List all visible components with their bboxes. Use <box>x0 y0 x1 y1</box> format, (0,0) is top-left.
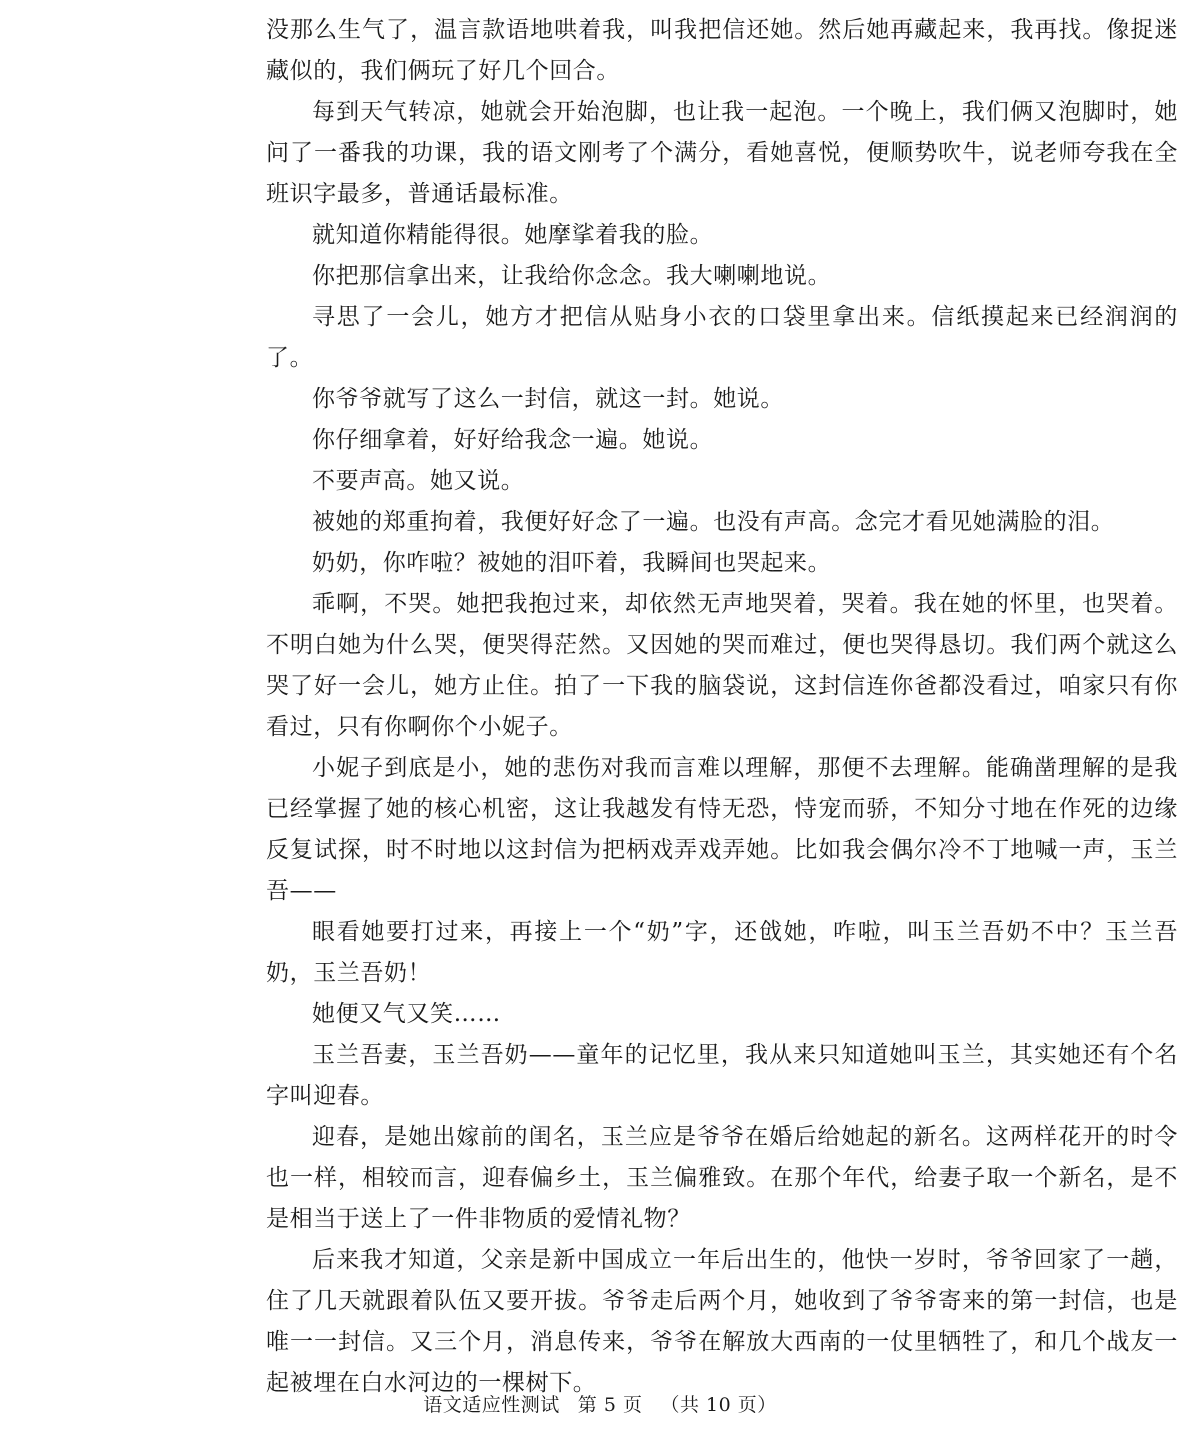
paragraph-8: 不要声高。她又说。 <box>312 468 525 494</box>
page-total: （共 10 页） <box>660 1394 777 1416</box>
exam-title: 语文适应性测试 <box>423 1394 560 1416</box>
paragraph-2: 每到天气转凉，她就会开始泡脚，也让我一起泡。一个晚上，我们俩又泡脚时，她问了一番我的功课，我的语文刚考了个满分，看她喜悦，便顺势吹牛，说老师夸我在全班识字最多，普通话最标准。 <box>266 99 1178 207</box>
paragraph-3: 就知道你精能得很。她摩挲着我的脸。 <box>312 222 714 248</box>
paragraph-13: 眼看她要打过来，再接上一个“奶”字，还戗她，咋啦，叫玉兰吾奶不中？玉兰吾奶，玉兰吾奶！ <box>266 919 1178 986</box>
paragraph-4: 你把那信拿出来，让我给你念念。我大喇喇地说。 <box>312 263 832 289</box>
paragraph-10: 奶奶，你咋啦？被她的泪吓着，我瞬间也哭起来。 <box>312 550 832 576</box>
article-body <box>266 10 1178 1404</box>
paragraph-1: 没那么生气了，温言款语地哄着我，叫我把信还她。然后她再藏起来，我再找。像捉迷藏似的，我们俩玩了好几个回合。 <box>266 17 1178 84</box>
page-footer <box>0 1392 1200 1418</box>
paragraph-12: 小妮子到底是小，她的悲伤对我而言难以理解，那便不去理解。能确凿理解的是我已经掌握了她的核心机密，这让我越发有恃无恐，恃宠而骄，不知分寸地在作死的边缘反复试探，时不时地以这封信为把柄戏弄戏弄她。比如我会偶尔冷不丁地喊一声，玉兰吾—— <box>266 755 1178 904</box>
paragraph-17: 后来我才知道，父亲是新中国成立一年后出生的，他快一岁时，爷爷回家了一趟，住了几天就跟着队伍又要开拔。爷爷走后两个月，她收到了爷爷寄来的第一封信，也是唯一一封信。又三个月，消息传来，爷爷在解放大西南的一仗里牺牲了，和几个战友一起被埋在白水河边的一棵树下。 <box>266 1247 1178 1396</box>
paragraph-15: 玉兰吾妻，玉兰吾奶——童年的记忆里，我从来只知道她叫玉兰，其实她还有个名字叫迎春。 <box>266 1042 1178 1109</box>
paragraph-6: 你爷爷就写了这么一封信，就这一封。她说。 <box>312 386 784 412</box>
paragraph-9: 被她的郑重拘着，我便好好念了一遍。也没有声高。念完才看见她满脸的泪。 <box>312 509 1115 535</box>
page-number: 第 5 页 <box>577 1394 643 1416</box>
paragraph-14: 她便又气又笑…… <box>312 1001 501 1027</box>
paragraph-5: 寻思了一会儿，她方才把信从贴身小衣的口袋里拿出来。信纸摸起来已经润润的了。 <box>266 304 1178 371</box>
paragraph-7: 你仔细拿着，好好给我念一遍。她说。 <box>312 427 714 453</box>
paragraph-16: 迎春，是她出嫁前的闺名，玉兰应是爷爷在婚后给她起的新名。这两样花开的时令也一样，相较而言，迎春偏乡土，玉兰偏雅致。在那个年代，给妻子取一个新名，是不是相当于送上了一件非物质的爱情礼物？ <box>266 1124 1178 1232</box>
paragraph-11: 乖啊，不哭。她把我抱过来，却依然无声地哭着，哭着。我在她的怀里，也哭着。不明白她为什么哭，便哭得茫然。又因她的哭而难过，便也哭得恳切。我们两个就这么哭了好一会儿，她方止住。拍了一下我的脑袋说，这封信连你爸都没看过，咱家只有你看过，只有你啊你个小妮子。 <box>266 591 1178 740</box>
